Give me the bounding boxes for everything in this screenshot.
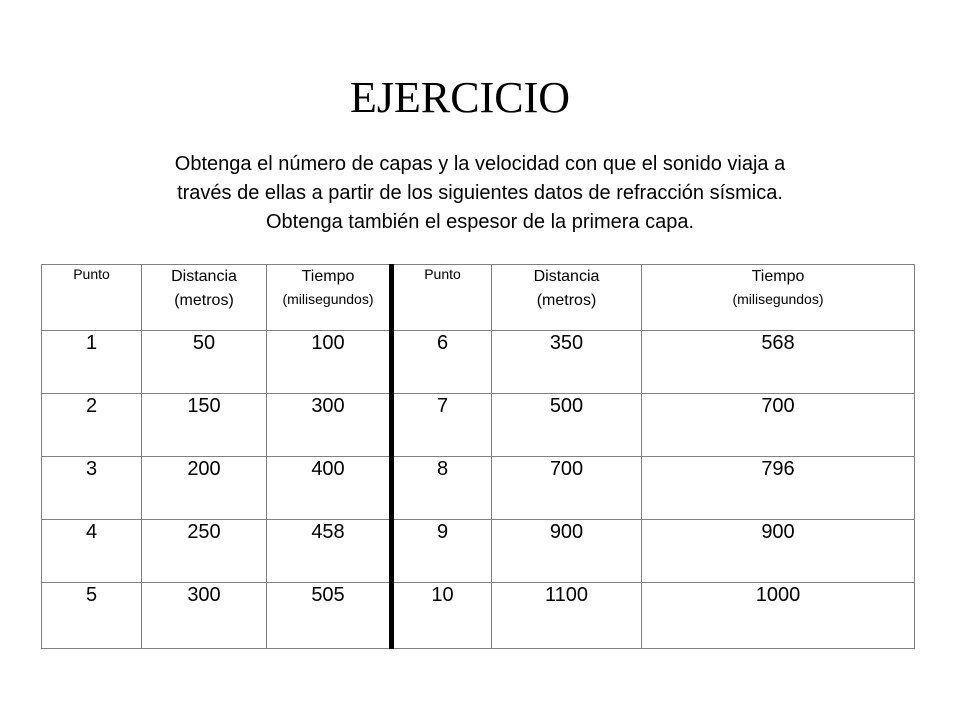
cell-distancia: 50 — [142, 331, 267, 394]
cell-tiempo-2: 1000 — [642, 583, 915, 649]
cell-distancia-2: 350 — [492, 331, 642, 394]
cell-punto: 2 — [42, 394, 142, 457]
header-distancia-2-label: Distancia — [533, 268, 600, 285]
cell-punto: 5 — [42, 583, 142, 649]
header-punto-2: Punto — [392, 265, 492, 331]
cell-tiempo-2: 796 — [642, 457, 915, 520]
instructions-line-2: través de ellas a partir de los siguientes datos de refracción sísmica. — [177, 182, 783, 204]
header-tiempo-label: Tiempo — [301, 268, 355, 285]
table-row — [42, 331, 915, 394]
table-row — [42, 520, 915, 583]
cell-distancia-2: 500 — [492, 394, 642, 457]
header-distancia-unit: (metros) — [174, 292, 234, 309]
cell-tiempo-2: 568 — [642, 331, 915, 394]
cell-punto-2: 9 — [392, 520, 492, 583]
cell-tiempo: 100 — [267, 331, 392, 394]
page-title: EJERCICIO — [350, 73, 570, 122]
header-tiempo — [267, 265, 392, 331]
cell-punto-2: 10 — [392, 583, 492, 649]
cell-punto: 4 — [42, 520, 142, 583]
cell-distancia-2: 1100 — [492, 583, 642, 649]
header-distancia-label: Distancia — [171, 268, 237, 285]
cell-tiempo: 300 — [267, 394, 392, 457]
cell-distancia: 250 — [142, 520, 267, 583]
cell-distancia: 300 — [142, 583, 267, 649]
header-tiempo-unit: (milisegundos) — [282, 291, 374, 307]
table-row — [42, 583, 915, 649]
cell-distancia: 150 — [142, 394, 267, 457]
cell-punto: 3 — [42, 457, 142, 520]
cell-punto-2: 7 — [392, 394, 492, 457]
table-row — [42, 457, 915, 520]
cell-tiempo: 400 — [267, 457, 392, 520]
cell-distancia-2: 700 — [492, 457, 642, 520]
header-distancia-2 — [492, 265, 642, 331]
cell-tiempo-2: 900 — [642, 520, 915, 583]
header-distancia — [142, 265, 267, 331]
refraction-data-table — [41, 264, 915, 649]
cell-tiempo: 505 — [267, 583, 392, 649]
table-row — [42, 394, 915, 457]
header-punto: Punto — [42, 265, 142, 331]
cell-tiempo: 458 — [267, 520, 392, 583]
instructions-line-1: Obtenga el número de capas y la velocidad con que el sonido viaja a — [174, 153, 786, 175]
header-tiempo-2-label: Tiempo — [751, 268, 805, 285]
cell-punto-2: 8 — [392, 457, 492, 520]
instructions — [90, 150, 870, 237]
header-tiempo-2 — [642, 265, 915, 331]
instructions-line-3: Obtenga también el espesor de la primera capa. — [265, 211, 695, 233]
header-distancia-2-unit: (metros) — [536, 292, 597, 309]
cell-punto: 1 — [42, 331, 142, 394]
cell-punto-2: 6 — [392, 331, 492, 394]
header-tiempo-2-unit: (milisegundos) — [732, 291, 824, 307]
table-header-row — [42, 265, 915, 331]
cell-tiempo-2: 700 — [642, 394, 915, 457]
cell-distancia: 200 — [142, 457, 267, 520]
cell-distancia-2: 900 — [492, 520, 642, 583]
